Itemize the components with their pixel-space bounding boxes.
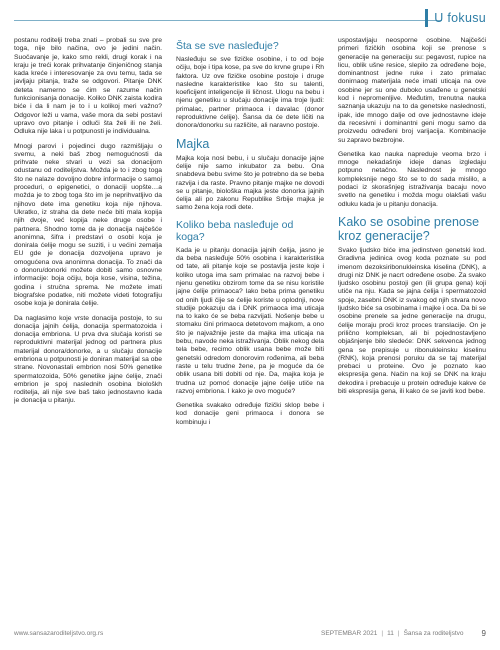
footer-website-link[interactable]: www.sansazaroditeljstvo.org.rs	[14, 629, 104, 637]
paragraph: uspostavljaju neosporne osobine. Najčešći primeri fizičkih osobina koji se prenose s generacije na generaciju su: pegavost, rupice na licu, oblik ušne resice, slepilo za određene boje, dominantnost jedne ruke i zato primalac donirnaog materijala neće imati uticaja na ove osobine jer su one duboko usađene u genetski kod i nepromenljive. Međutim, trenutna nauka saznanja ukazuju na to da genetske naslednosti, ipak, ide mnogo dalje od ove jednostavne ideje da recesivni i dominantni geni mogu samo da proizvedu određeni broj varijacija. Kombinacije su zapravo bezbrojne.	[338, 37, 486, 144]
footer-meta	[321, 629, 486, 638]
paragraph: Majka koja nosi bebu, i u slučaju donacije jajne ćelije nije samo inkubator za bebu. Ona snabdeva bebu svime što je potrebno da se beba razvija i da raste. Pravno pitanje majke ne dovodi se u pitanje, biološka majka jeste donorka jajnih ćelija ali po zakonu Republike Srbije majka je samo žena koja rodi dete.	[176, 154, 324, 212]
heading-how-much: Koliko beba nasleđuje od koga?	[176, 218, 294, 243]
section-label: U fokusu	[434, 11, 486, 25]
paragraph: Genetika kao nauka napreduje veoma brzo i mnoge nekadašnje ideje danas izgledaju potpuno netačno. Naslednost je mnogo kompleksnije nego što se to do sada mislilo, a podaci iz skorašnjeg istraživanja bacaju novo svetlo na genetiku i možda mogu olakšati vašu odluku kada je u pitanju donacija.	[338, 150, 486, 208]
footer-magazine: Šansa za roditeljstvo	[403, 629, 464, 637]
column-1	[14, 37, 162, 624]
column-2	[176, 37, 324, 624]
heading-mother: Majka	[176, 136, 210, 151]
paragraph: Kada je u pitanju donacija jajnih ćelija, jasno je da beba nasleđuje 50% osobina i karakteristika od tate, ali pitanje koje se postavlja jeste koje i koliko utoga ima sam primalac na razvoj bebe i njenu genetiku obzirom tome da se nisu koristile jajne ćelije primaoca? Iako beba prima genetiku od onih ljudi čije se ćelije koriste u oplodnji, nove studije pokazuju da i DNK primaoca ima uticaja na to kako će se beba razvijati. Nošenje bebe u stomaku čini primaoca detetovom majkom, a ono što je najvažnije jeste da majka ima uticaja na bebu, navode neka istraživanja. Oblik nekog dela tela bebe, recimo oblik usana bebe može biti genetski odredom donorovim rođenima, ali beba raste u telu trudne žene, pa je moguće da će oblik usana biti dobiti od nje. Da, majka koja je trudna uz pomoć donacije jajne ćelije utiče na razvoj embriona. I kako je ovo moguće?	[176, 246, 324, 395]
page-number: 9	[481, 628, 486, 638]
paragraph: Genetika svakako određuje fizički sklop bebe i kod donacije geni primaoca i donora se kombinuju i	[176, 402, 324, 426]
paragraph: postanu roditelji treba znati – probali su sve pre toga, nije bilo načina, ovo je jedini način. Suočavanje je, kako smo rekli, drugi korak i na kraju je treći korak prihvatanje činjeničnog stanja kada kreće i interesovanje za ovu temu, tada se javljaju pitanja, traže se odgovori. Pitanje DNK deteta namerno se ćim se razume način funkcionisanja donacije. Koliko DNK zaista kodira biće i da li nam je to i u kolikoj meri važno? Odgovor leži u vama, vaše mora da sebi postavi upravo ovo pitanje i odluči šta želi ili ne želi. Odluka nije laka i u potpunosti je individualna.	[14, 37, 162, 136]
paragraph: Da naglasimo koje vrste donacija postoje, to su donacija jajnih ćelija, donacija spermatozoida i donacija embriona. U prva dva slučaja koristi se reproduktivni materijal jednog od partnera plus materijal donora/donorke, a u slučaju donacije embriona u potpunosti je doniran materijal sa obe strane. Novonastali embrion nosi 50% genetike spermatozoida, 50% genetike jajne ćelije, znači embrion je spoj naslednih osobina biološkh roditelja, ali nije sve baš tako jednostavno kada je donacija u pitanju.	[14, 314, 162, 405]
section-accent-bar	[425, 9, 428, 27]
heading-inheritance: Šta se sve nasleđuje?	[176, 40, 279, 52]
column-3	[338, 37, 486, 624]
article-columns	[14, 37, 486, 624]
footer-separator: |	[381, 629, 384, 637]
paragraph: Nasleđuju se sve fizičke osobine, i to od boje očiju, boje i tipa kose, pa sve do krvne grupe i Rh faktora. Uz ove fizičke osobine postoje i druge nasledne karakteristike kao što su talenti, koeficijent inteligencije ili ličnost. Ulogu na bebu i njenu genetiku u slučaju donacije ima troje ljudi: primalac, partner primaoca i davalac (donor reproduktivne ćelije). Šansa da će dete ličiti na donora/donorku su različite, ali naravno postoje.	[176, 56, 324, 130]
paragraph: Mnogi parovi i pojedinci dugo razmišljaju o svemu, a neki baš zbog nemogućnosti da prihvate neke stvari u vezi sa donacijom odustanu od roditeljstva. Možda je to i zbog toga što ne nalaze dovoljno dobre informacije o samoj proceduri, o epigenetici, o donaciji uopšte…a možda je to zbog toga što im je neprihvatljivo da njihovo dete ima genetiku koja nije njihova. Ukratko, iz straha da dete neće biti mala kopija njih dvoje, već kopija neke druge osobe i partnera. Shodno tome da je donacija najčešće anonimna, šifra i predstavi o osobi koja je donirala ćelije mogu se suziti, i u većini zemalja EU gde je donacija dozvoljena upravo je omogućena ova anonimna donacija. To znači da o donoru/donorki možete dobiti samo osnovne informacije: boja očiju, boja kose, visina, težina, godina i stručna sprema. Ne možete imati biografske podatke, niti možete videti fotografiju osobe koja je donirala ćelije.	[14, 142, 162, 308]
heading-generations: Kako se osobine prenose kroz generacije?	[338, 214, 480, 243]
section-tag	[425, 7, 486, 29]
footer-issue: 11	[387, 629, 394, 637]
header-rule	[14, 20, 442, 21]
footer-month: SEPTEMBAR 2021	[321, 629, 378, 637]
paragraph: Svako ljudsko biće ima jedinstven genetski kod. Gradivna jedinica ovog koda poznate su pod imenom dezoksiribonukleinska kiselina (DNK), a drugi niz DNK je nacrt određene osobe. Za svako ljudsko osobinu postoji gen (ili grupa gena) koji utiče na nju. Kada se jajna ćelija i spermatozoid spoje, zasebni DNK iz svakog od njih stvara novo ljudsko biće sa osobinama i majke i oca. Da bi se osobine prenele sa jedne generacije na drugu, ćelije moraju proći kroz proces translacije. On je prilično kompleksan, ali bi pojednostavljeno objašnjenje bilo sledeće: DNK sekvenca jednog gena se prepisuje u ribonukleinsku kiselinu (RNK), koja prenosi poruku da se taj materijal prebaci u proteine. Ovo je poznato kao ekspresija gena. Način na koji se DNK na kraju dekodira i prebacuje u protein određuje kakve će biti ekspresija gena, ili kako će se javiti kod bebe.	[338, 246, 486, 395]
page-footer	[14, 626, 486, 640]
footer-separator: |	[397, 629, 400, 637]
